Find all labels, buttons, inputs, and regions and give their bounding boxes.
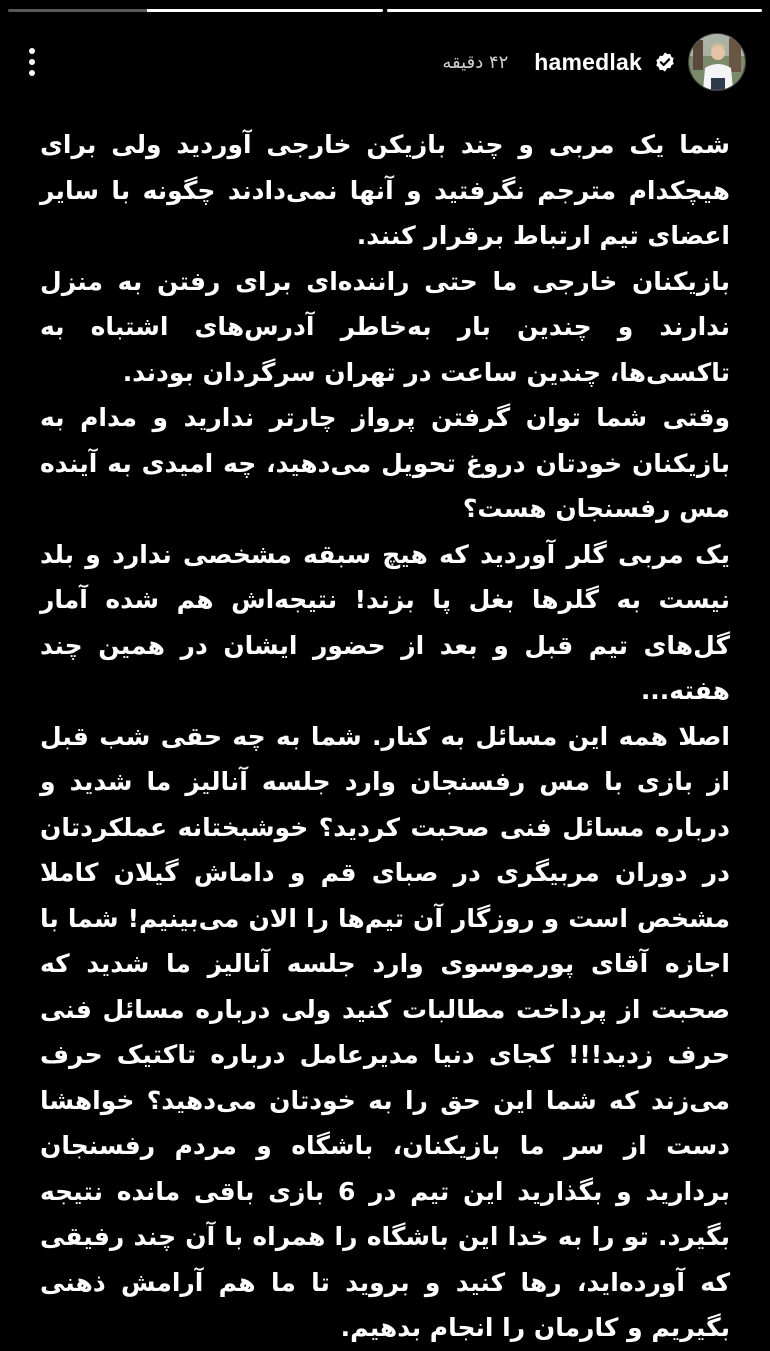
story-progress-fill-1 (387, 9, 762, 12)
more-vertical-icon-dot (29, 59, 35, 65)
story-progress (8, 9, 762, 13)
more-options-button[interactable] (20, 42, 44, 82)
verified-badge-icon (654, 51, 676, 73)
story-paragraph-1: شما یک مربی و چند بازیکن خارجی آوردید ولی برای هیچکدام مترجم نگرفتید و آنها نمی‌دادند چگونه با سایر اعضای تیم ارتباط برقرار کنند. (40, 130, 730, 250)
username[interactable]: hamedlak (534, 48, 642, 75)
story-author (442, 33, 746, 91)
story-paragraph-4: یک مربی گلر آوردید که هیچ سبقه مشخصی ندارد و بلد نیست به گلرها بغل پا بزند! نتیجه‌اش هم شده آمار گل‌های تیم قبل و بعد از حضور ایشان در همین چند هفته... (40, 539, 730, 705)
time-ago: ۴۲ دقیقه (442, 51, 509, 73)
story-progress-segment-2 (8, 9, 383, 12)
story-paragraph-3: وقتی شما توان گرفتن پرواز چارتر ندارید و مدام به بازیکنان خودتان دروغ تحویل می‌دهید، چه امیدی به آینده مس رفسنجان هست؟ (40, 403, 730, 523)
story-paragraph-2: بازیکنان خارجی ما حتی راننده‌ای برای رفتن به منزل ندارند و چندین بار به‌خاطر آدرس‌های اشتباه به تاکسی‌ها، چندین ساعت در تهران سرگردان بودند. (40, 266, 730, 387)
story-progress-fill-2 (147, 9, 383, 12)
more-vertical-icon (29, 48, 35, 54)
story-paragraph-5: اصلا همه این مسائل به کنار. شما به چه حقی شب قبل از بازی با مس رفسنجان وارد جلسه آنالیز ما شدید و درباره مسائل فنی صحبت کردید؟ خوشبختانه عملکردتان در دوران مربیگری در صبای قم و داماش گیلان کاملا مشخص است و روزگار آن تیم‌ها را الان می‌بینیم! شما با اجازه آقای پورموسوی وارد جلسه آنالیز ما شدید که صحبت از پرداخت مطالبات کنید ولی درباره مسائل فنی حرف زدید!!! کجای دنیا مدیرعامل درباره تاکتیک حرف می‌زند که شما این حق را به خودتان می‌دهید؟ خواهشا دست از سر ما بازیکنان، باشگاه و مردم رفسنجان بردارید و بگذارید این تیم در 6 بازی باقی مانده نتیجه بگیرد. تو را به خدا این باشگاه را همراه با آن چند رفیقی که آورده‌اید، رها کنید و بروید تا ما هم آرامش ذهنی بگیریم و کارمان را انجام بدهیم. (40, 721, 730, 1342)
more-vertical-icon-dot (29, 70, 35, 76)
story-text (40, 122, 730, 1351)
story-header (20, 32, 746, 92)
story-progress-segment-1 (387, 9, 762, 12)
avatar[interactable] (688, 33, 746, 91)
